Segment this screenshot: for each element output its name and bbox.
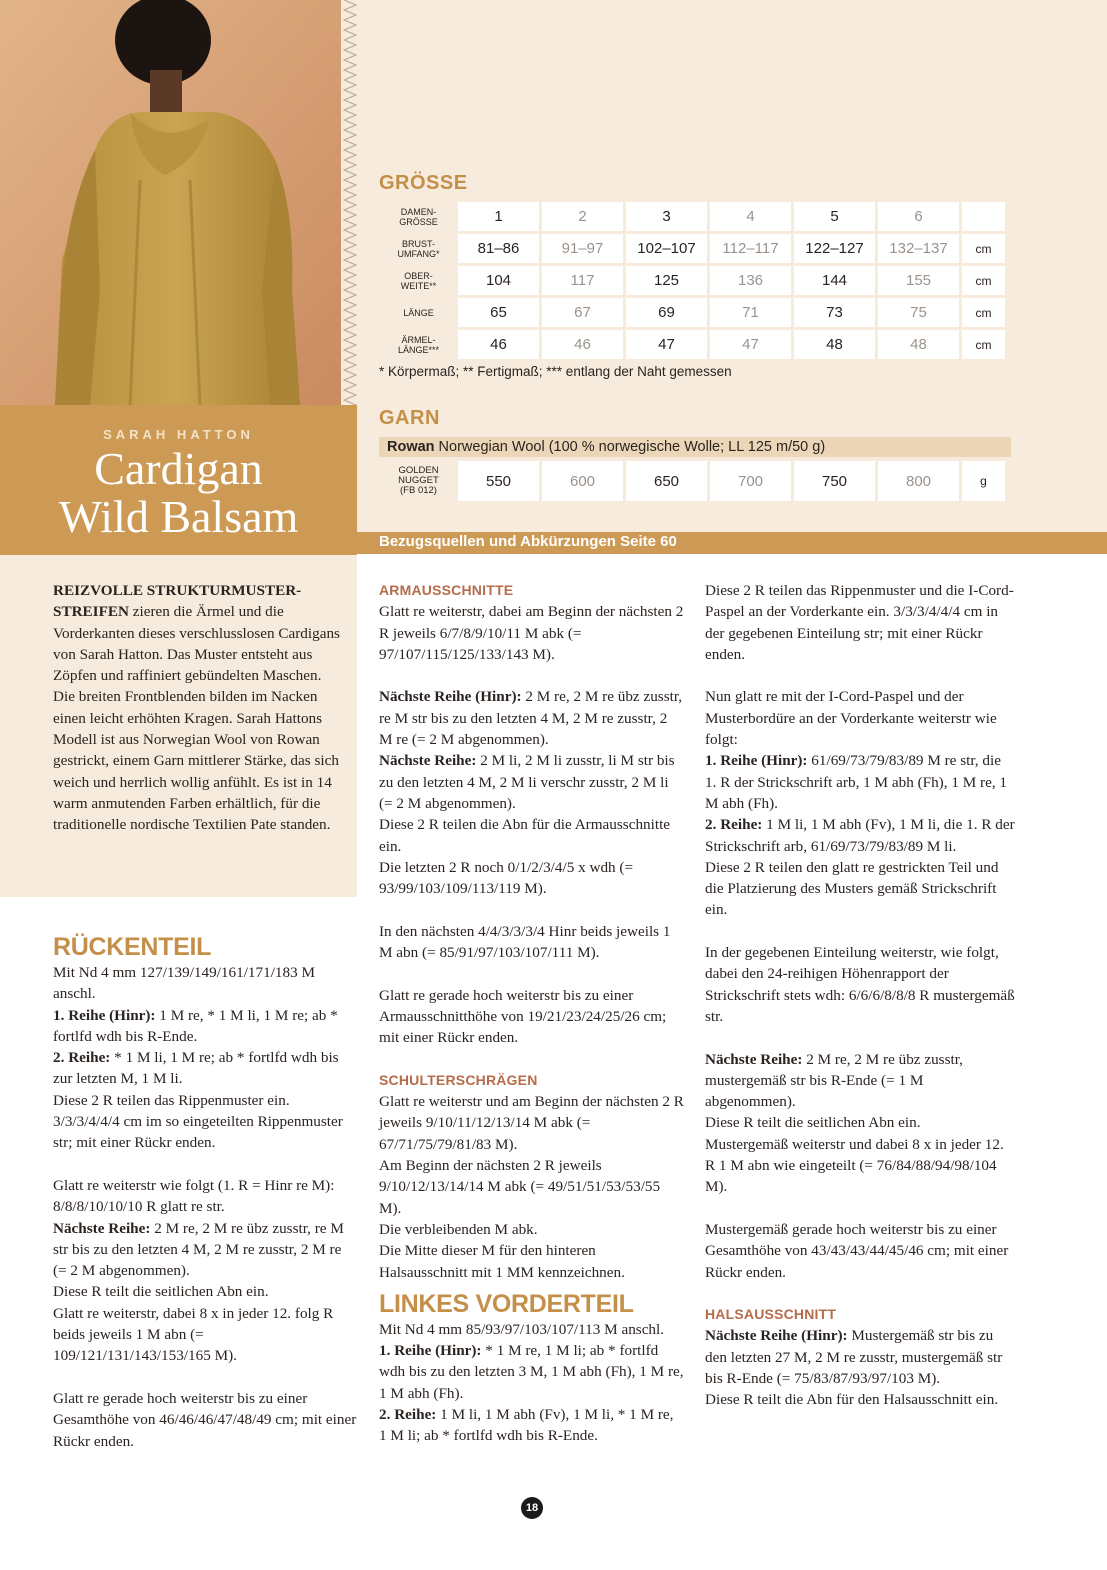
size-unit: cm bbox=[962, 266, 1005, 295]
yarn-brand: Rowan bbox=[387, 439, 435, 455]
row-label: Nächste Reihe: bbox=[705, 1050, 803, 1068]
paragraph: Diese 2 R teilen den glatt re gestrickten Teil und die Platzierung des Musters gemäß Strickschrift ein. bbox=[705, 858, 999, 919]
paragraph: Diese 2 R teilen die Abn für die Armausschnitte ein. bbox=[379, 816, 671, 855]
size-unit: cm bbox=[962, 298, 1005, 327]
size-cell: 112–117 bbox=[710, 234, 791, 263]
armausschnitte-heading: ARMAUSSCHNITTE bbox=[379, 582, 514, 598]
size-cell: 2 bbox=[542, 202, 623, 231]
yarn-amount-cell: 750 bbox=[794, 461, 875, 501]
row-label: Nächste Reihe: bbox=[379, 752, 477, 770]
size-cell: 155 bbox=[878, 266, 959, 295]
size-cell: 144 bbox=[794, 266, 875, 295]
size-table bbox=[379, 199, 1008, 362]
size-cell: 73 bbox=[794, 298, 875, 327]
size-cell: 65 bbox=[458, 298, 539, 327]
size-cell: 91–97 bbox=[542, 234, 623, 263]
size-cell: 46 bbox=[542, 330, 623, 359]
paragraph: Mit Nd 4 mm 127/139/149/161/171/183 M anschl. bbox=[53, 964, 315, 1003]
title-block bbox=[0, 405, 357, 555]
row-label: Nächste Reihe: bbox=[53, 1219, 151, 1237]
yarn-description bbox=[379, 437, 1011, 457]
size-row bbox=[382, 330, 1005, 359]
intro-body: zieren die Ärmel und die Vorderkanten dieses verschlusslosen Cardigans von Sarah Hatton. Das Muster entsteht aus Zöpfen und raffiniert gebündelten Maschen. Die breiten Frontblenden bilden im Nacken einen leicht erhöhten Kragen. Sarah Hattons Modell ist aus Norwegian Wool von Rowan gestrickt, einem Garn mittlerer Stärke, das sich weich und herrlich wollig anfühlt. Es ist in 14 warm anmutenden Farben erhältlich, für die traditionelle nordische Textilien Pate standen. bbox=[53, 603, 340, 834]
size-row bbox=[382, 234, 1005, 263]
source-note-bar bbox=[357, 532, 1107, 554]
row-text: 1 M li, 1 M abh (Fv), 1 M li, die 1. R der Strickschrift arb, 61/69/73/79/83/89 M li. bbox=[705, 816, 1015, 855]
column-3 bbox=[705, 580, 1015, 1411]
size-cell: 46 bbox=[458, 330, 539, 359]
size-cell: 132–137 bbox=[878, 234, 959, 263]
designer-name: SARAH HATTON bbox=[103, 427, 254, 442]
row-text: * 1 M re, 1 M li; ab * fortlfd wdh bis zu den letzten 3 M, 1 M abh (Fh), 1 M re, 1 M abh (Fh). bbox=[379, 1342, 684, 1402]
size-cell: 75 bbox=[878, 298, 959, 327]
size-cell: 48 bbox=[878, 330, 959, 359]
size-footnote: * Körpermaß; ** Fertigmaß; *** entlang der Naht gemessen bbox=[379, 364, 732, 379]
row-instruction bbox=[705, 814, 1015, 857]
model-photo bbox=[0, 0, 357, 405]
paragraph: Diese R teilt die seitlichen Abn ein. bbox=[705, 1114, 921, 1132]
paragraph: Diese R teilt die seitlichen Abn ein. bbox=[53, 1283, 269, 1301]
size-cell: 122–127 bbox=[794, 234, 875, 263]
rueckenteil-heading: RÜCKENTEIL bbox=[53, 933, 212, 961]
row-instruction bbox=[705, 750, 1015, 814]
row-instruction bbox=[379, 1340, 684, 1404]
yarn-amount-cell: 800 bbox=[878, 461, 959, 501]
size-row bbox=[382, 298, 1005, 327]
size-cell: 1 bbox=[458, 202, 539, 231]
size-row-label: BRUST- UMFANG* bbox=[382, 234, 455, 263]
pattern-title-line2: Wild Balsam bbox=[58, 491, 299, 542]
size-cell: 69 bbox=[626, 298, 707, 327]
paragraph: Die verbleibenden M abk. bbox=[379, 1220, 538, 1238]
row-label: 2. Reihe: bbox=[53, 1049, 111, 1067]
yarn-table bbox=[379, 458, 1008, 504]
size-row-label: LÄNGE bbox=[382, 298, 455, 327]
row-text: 2 M re, 2 M re übz zusstr, re M str bis zu den letzten 4 M, 2 M re zusstr, 2 M re (= 2 M abgenommen). bbox=[379, 688, 683, 749]
size-cell: 4 bbox=[710, 202, 791, 231]
size-cell: 81–86 bbox=[458, 234, 539, 263]
paragraph: Glatt re weiterstr, dabei am Beginn der nächsten 2 R jeweils 6/7/8/9/10/11 M abk (= 97/107/115/125/133/143 M). bbox=[379, 603, 684, 663]
row-label: 1. Reihe (Hinr): bbox=[379, 1342, 482, 1360]
row-instruction bbox=[53, 1047, 358, 1090]
paragraph: Mustergemäß weiterstr und dabei 8 x in jeder 12. R 1 M abn wie eingeteilt (= 76/84/88/94/98/104 M). bbox=[705, 1135, 1004, 1196]
size-unit bbox=[962, 202, 1005, 231]
paragraph: Glatt re weiterstr, dabei 8 x in jeder 12. folg R beids jeweils 1 M abn (= 109/121/131/143/153/165 M). bbox=[53, 1304, 334, 1365]
paragraph: Diese R teilt die Abn für den Halsausschnitt ein. bbox=[705, 1391, 999, 1409]
paragraph: Die letzten 2 R noch 0/1/2/3/4/5 x wdh (= 93/99/103/109/113/119 M). bbox=[379, 858, 634, 898]
row-text: Mustergemäß str bis zu den letzten 27 M, 2 M re zusstr, mustergemäß str bis R-Ende (= 75/83/87/93/97/103 M). bbox=[705, 1327, 1003, 1387]
paragraph: Glatt re weiterstr wie folgt (1. R = Hinr re M): 8/8/8/10/10/10 R glatt re str. bbox=[53, 1176, 335, 1216]
row-label: 2. Reihe: bbox=[379, 1405, 437, 1423]
row-instruction bbox=[53, 1218, 358, 1282]
yarn-color-label: GOLDEN NUGGET (FB 012) bbox=[382, 461, 455, 501]
row-instruction bbox=[379, 1404, 684, 1447]
size-cell: 117 bbox=[542, 266, 623, 295]
row-label: 2. Reihe: bbox=[705, 816, 763, 834]
row-instruction bbox=[705, 1049, 1015, 1113]
size-cell: 104 bbox=[458, 266, 539, 295]
yarn-amount-cell: 650 bbox=[626, 461, 707, 501]
paragraph: Glatt re gerade hoch weiterstr bis zu einer Gesamthöhe von 46/46/46/47/48/49 cm; mit einer Rückr enden. bbox=[53, 1389, 357, 1450]
halsausschnitt-heading: HALSAUSSCHNITT bbox=[705, 1306, 837, 1323]
yarn-unit: g bbox=[962, 461, 1005, 501]
row-text: 61/69/73/79/83/89 M re str, die 1. R der Strickschrift arb, 1 M abh (Fh), 1 M re, 1 M abh (Fh). bbox=[705, 752, 1008, 812]
size-row-label: DAMEN- GRÖSSE bbox=[382, 202, 455, 231]
yarn-text: Norwegian Wool (100 % norwegische Wolle; LL 125 m/50 g) bbox=[434, 439, 826, 455]
size-heading: GRÖSSE bbox=[379, 172, 468, 194]
paragraph: Mit Nd 4 mm 85/93/97/103/107/113 M anschl. bbox=[379, 1320, 665, 1338]
size-cell: 48 bbox=[794, 330, 875, 359]
paragraph: Glatt re weiterstr und am Beginn der nächsten 2 R jeweils 9/10/11/12/13/14 M abk (= 67/71/75/79/81/83 M). bbox=[379, 1093, 684, 1153]
model-photo-icon bbox=[0, 0, 357, 405]
size-row bbox=[382, 202, 1005, 231]
paragraph: Diese 2 R teilen das Rippenmuster und die I-Cord-Paspel an der Vorderkante ein. 3/3/3/4/4/4 cm in der gegebenen Einteilung str; mit einer Rückr enden. bbox=[705, 582, 1014, 663]
pattern-title-line1: Cardigan bbox=[94, 443, 263, 494]
column-2 bbox=[379, 580, 684, 1447]
row-text: 2 M re, 2 M re übz zusstr, re M str bis zu den letzten 4 M, 2 M re zusstr, 2 M re (= 2 M abgenommen). bbox=[53, 1219, 344, 1280]
size-cell: 6 bbox=[878, 202, 959, 231]
size-cell: 3 bbox=[626, 202, 707, 231]
column-1 bbox=[53, 932, 358, 1452]
paragraph: Diese 2 R teilen das Rippenmuster ein. 3/3/3/4/4/4 cm im so eingeteilten Rippenmuster str; mit einer Rückr enden. bbox=[53, 1091, 343, 1152]
schulterschraegen-heading: SCHULTERSCHRÄGEN bbox=[379, 1071, 538, 1088]
row-label: 1. Reihe (Hinr): bbox=[705, 752, 808, 770]
row-text: 2 M re, 2 M re übz zusstr, mustergemäß str bis R-Ende (= 1 M abgenommen). bbox=[705, 1050, 963, 1111]
size-cell: 102–107 bbox=[626, 234, 707, 263]
size-cell: 5 bbox=[794, 202, 875, 231]
size-cell: 136 bbox=[710, 266, 791, 295]
paragraph: Die Mitte dieser M für den hinteren Halsausschnitt mit 1 MM kennzeichnen. bbox=[379, 1242, 625, 1281]
row-text: 2 M li, 2 M li zusstr, li M str bis zu den letzten 4 M, 2 M li verschr zusstr, 2 M li (= 2 M abgenommen). bbox=[379, 752, 675, 812]
yarn-amount-cell: 700 bbox=[710, 461, 791, 501]
size-cell: 125 bbox=[626, 266, 707, 295]
size-unit: cm bbox=[962, 234, 1005, 263]
intro-text bbox=[53, 580, 345, 836]
paragraph: In der gegebenen Einteilung weiterstr, wie folgt, dabei den 24-reihigen Höhenrapport der Strickschrift stets wdh: 6/6/6/8/8/8 R mustergemäß str. bbox=[705, 944, 1015, 1025]
size-cell: 71 bbox=[710, 298, 791, 327]
row-label: 1. Reihe (Hinr): bbox=[53, 1006, 156, 1024]
source-note: Bezugsquellen und Abkürzungen Seite 60 bbox=[379, 533, 677, 550]
yarn-heading: GARN bbox=[379, 407, 440, 429]
intro-lead: REIZVOLLE STRUKTURMUSTER-STREIFEN bbox=[53, 582, 302, 621]
paragraph: Glatt re gerade hoch weiterstr bis zu einer Armausschnitthöhe von 19/21/23/24/25/26 cm; mit einer Rückr enden. bbox=[379, 986, 667, 1047]
size-cell: 67 bbox=[542, 298, 623, 327]
yarn-row bbox=[382, 461, 1005, 501]
yarn-amount-cell: 600 bbox=[542, 461, 623, 501]
row-instruction bbox=[379, 686, 684, 750]
size-row bbox=[382, 266, 1005, 295]
row-instruction bbox=[705, 1325, 1015, 1389]
row-instruction bbox=[53, 1005, 358, 1048]
row-instruction bbox=[379, 750, 684, 814]
paragraph: Nun glatt re mit der I-Cord-Paspel und der Musterbordüre an der Vorderkante weiterstr wie folgt: bbox=[705, 688, 997, 749]
row-label: Nächste Reihe (Hinr): bbox=[705, 1327, 848, 1345]
paragraph: Mustergemäß gerade hoch weiterstr bis zu einer Gesamthöhe von 43/43/43/44/45/46 cm; mit einer Rückr enden. bbox=[705, 1220, 1009, 1281]
row-label: Nächste Reihe (Hinr): bbox=[379, 688, 522, 706]
size-cell: 47 bbox=[626, 330, 707, 359]
row-text: * 1 M li, 1 M re; ab * fortlfd wdh bis zur letzten M, 1 M li. bbox=[53, 1049, 339, 1088]
row-text: 1 M re, * 1 M li, 1 M re; ab * fortlfd wdh bis R-Ende. bbox=[53, 1006, 338, 1045]
yarn-amount-cell: 550 bbox=[458, 461, 539, 501]
row-text: 1 M li, 1 M abh (Fv), 1 M li, * 1 M re, 1 M li; ab * fortlfd wdh bis R-Ende. bbox=[379, 1405, 674, 1445]
paragraph: In den nächsten 4/4/3/3/3/4 Hinr beids jeweils 1 M abn (= 85/91/97/103/107/111 M). bbox=[379, 922, 671, 962]
linkes-vorderteil-heading: LINKES VORDERTEIL bbox=[379, 1289, 634, 1318]
size-unit: cm bbox=[962, 330, 1005, 359]
paragraph: Am Beginn der nächsten 2 R jeweils 9/10/12/13/14/14 M abk (= 49/51/51/53/53/55 M). bbox=[379, 1157, 661, 1217]
size-row-label: OBER- WEITE** bbox=[382, 266, 455, 295]
size-cell: 47 bbox=[710, 330, 791, 359]
page-number: 18 bbox=[521, 1497, 543, 1519]
size-row-label: ÄRMEL- LÄNGE*** bbox=[382, 330, 455, 359]
